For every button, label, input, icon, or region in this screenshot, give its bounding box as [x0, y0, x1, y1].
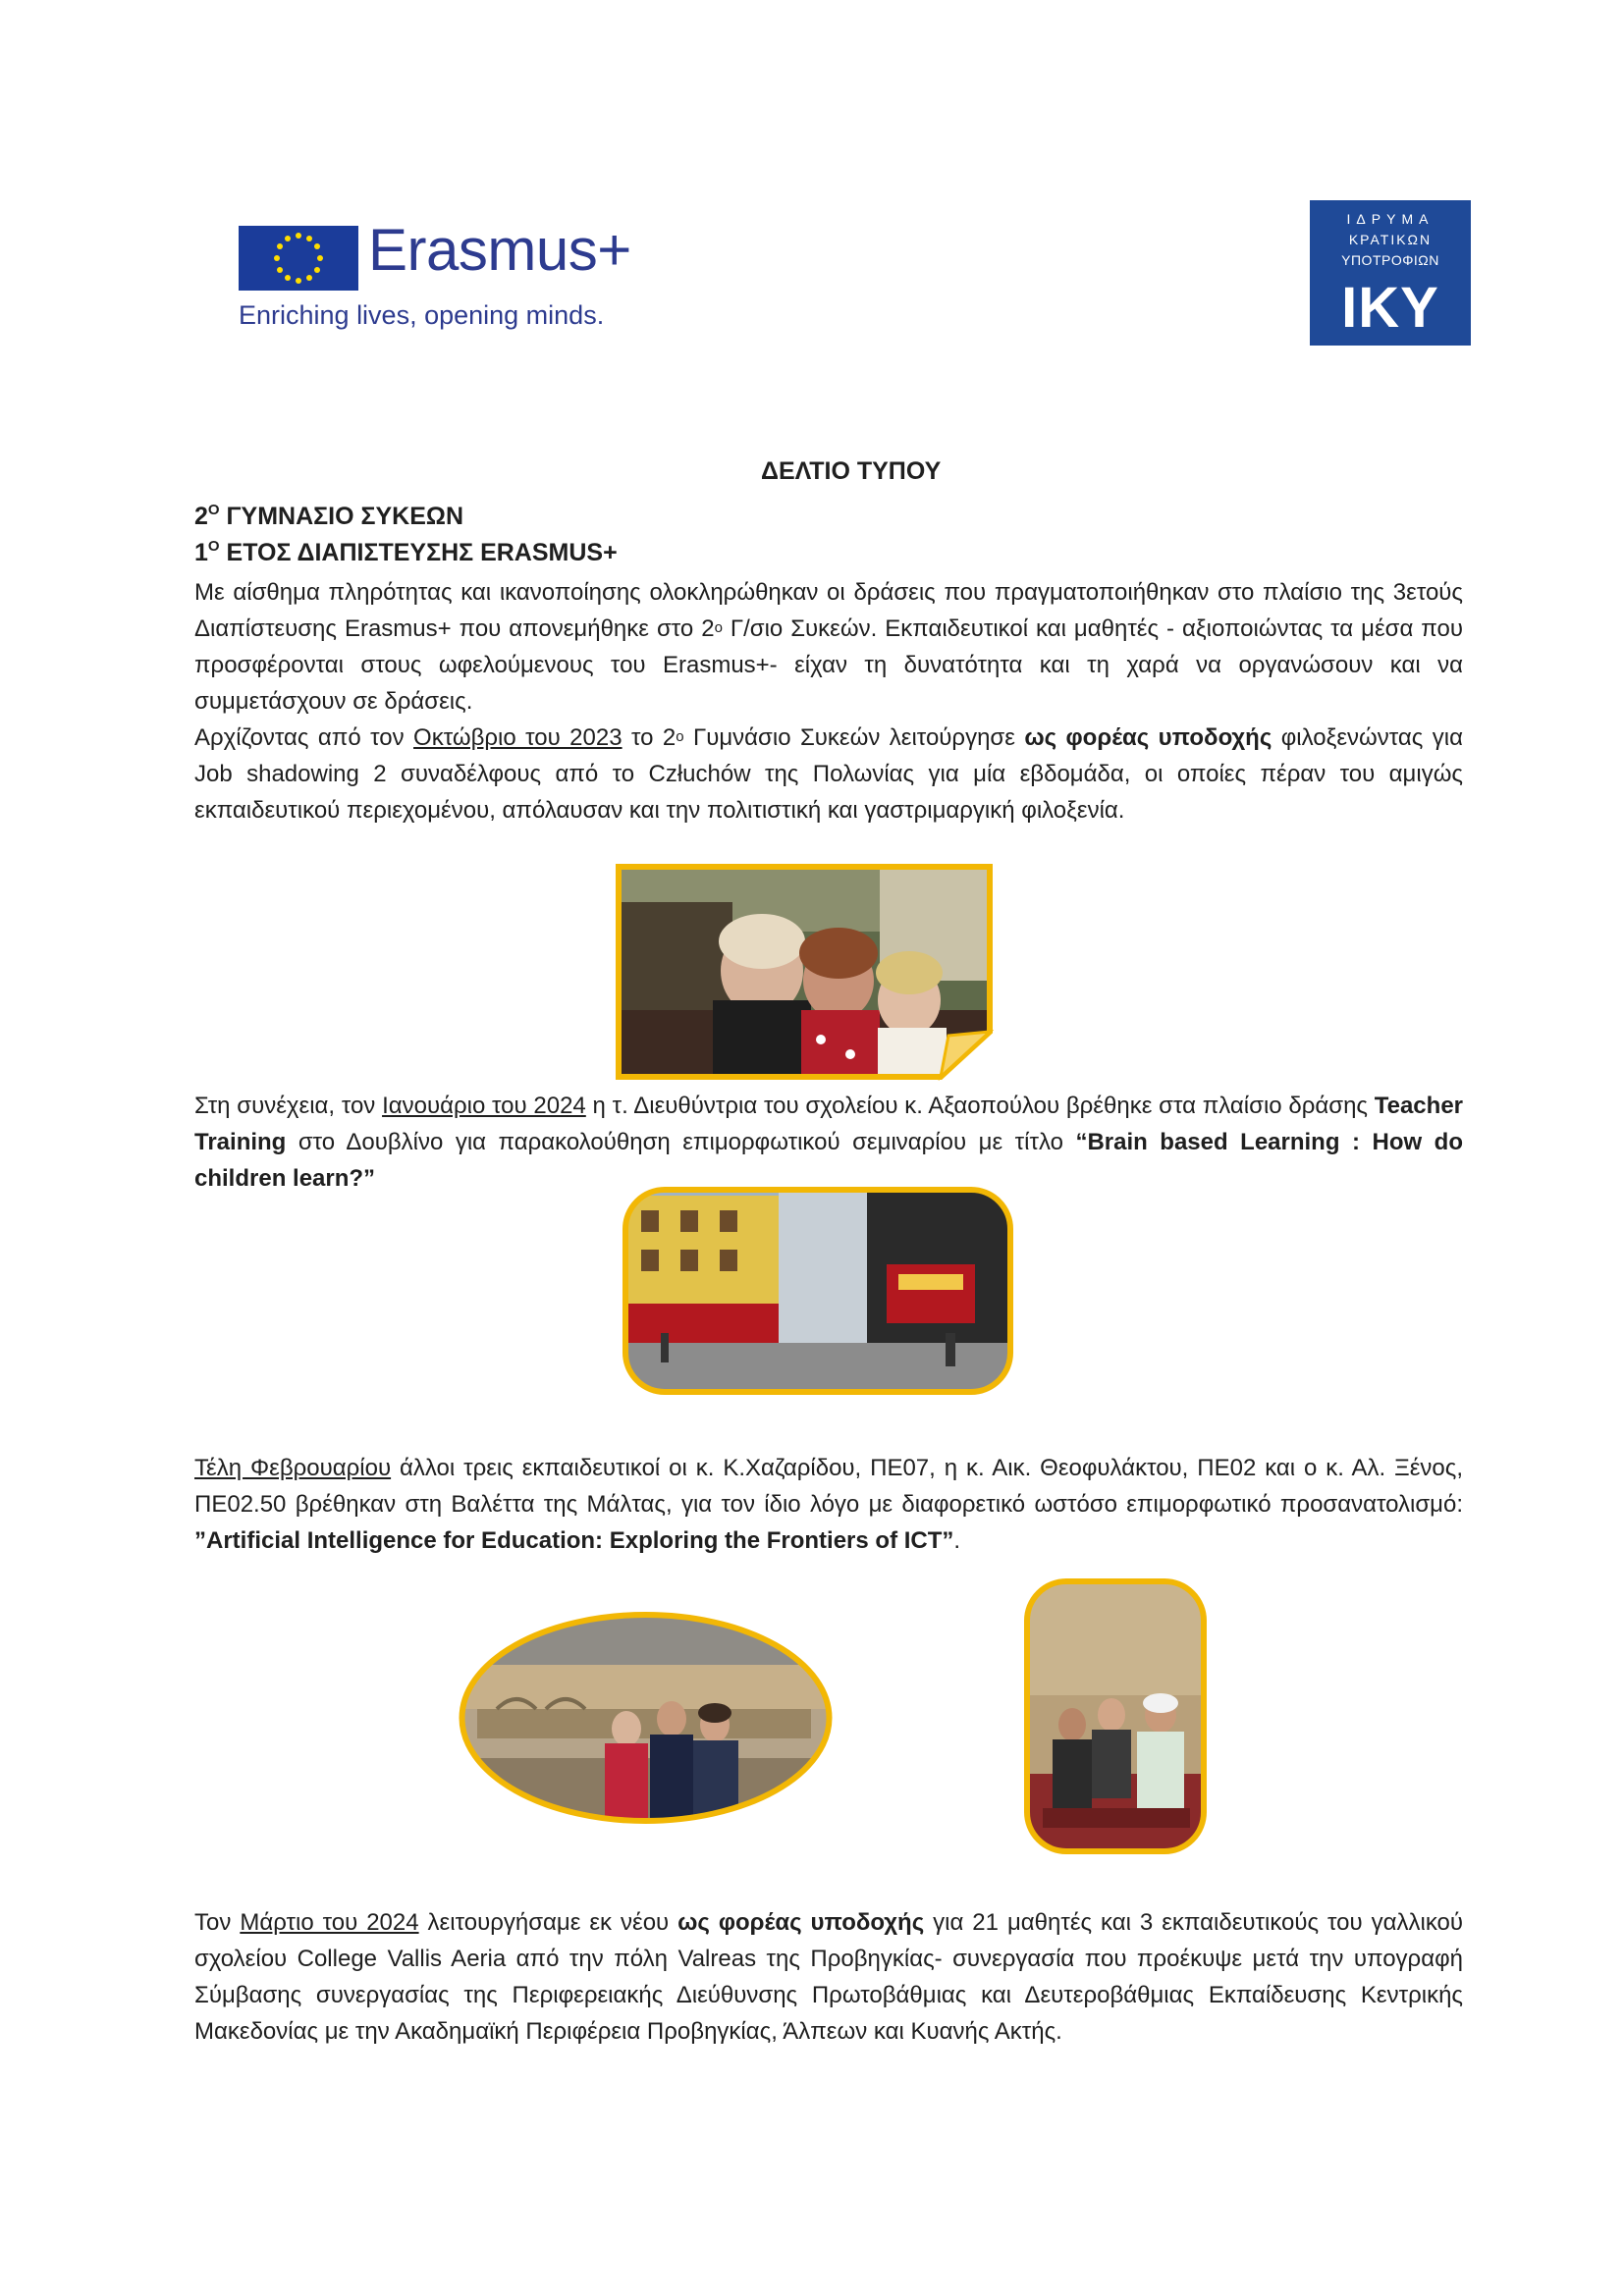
para5-date: Μάρτιο του 2024: [240, 1909, 419, 1936]
iky-line-3: ΥΠΟΤΡΟΦΙΩΝ: [1341, 252, 1439, 268]
school-heading-sup: Ο: [207, 502, 220, 518]
school-heading-num: 2: [194, 503, 208, 530]
para2-text1: Αρχίζοντας από τον: [194, 724, 414, 751]
para5-bold: ως φορέας υποδοχής: [677, 1909, 925, 1936]
para4-date: Τέλη Φεβρουαρίου: [194, 1455, 392, 1481]
iky-acronym: ΙΚΥ: [1341, 276, 1439, 340]
para1-sup: ο: [714, 619, 723, 636]
para3-bold1: Teacher Training: [194, 1093, 1464, 1155]
eu-flag-icon: [239, 226, 358, 291]
para1-text2: Γ/σιο Συκεών. Εκπαιδευτικοί και μαθητές - αξιοποιώντας τα μέσα που προσφέρονται στους ωφελούμενους του Erasmus+- είχαν τη δυνατότητα και τη χαρά να οργανώσουν και να συμμετάσχουν σε δράσεις.: [194, 615, 1463, 715]
para3-bold2: “Brain based Learning : How do children learn?”: [194, 1129, 1463, 1192]
para2-text3: Γυμνάσιο Συκεών λειτούργησε: [683, 724, 1025, 751]
school-heading: [194, 503, 463, 531]
year-heading: [194, 539, 618, 567]
march-section: [194, 1904, 1463, 2050]
para2-text2: το 2: [622, 724, 677, 751]
year-heading-rest: ΕΤΟΣ ΔΙΑΠΙΣΤΕΥΣΗΣ ERASMUS+: [219, 539, 618, 566]
erasmus-tagline: Enriching lives, opening minds.: [239, 300, 605, 330]
paragraph-october: [194, 720, 1463, 828]
para4-bold: ”Artificial Intelligence for Education: Exploring the Frontiers of ICT”: [194, 1527, 954, 1554]
photo-valletta-teachers: [458, 1611, 834, 1825]
iky-line-1: ΙΔΡΥΜΑ: [1346, 211, 1435, 227]
para2-date: Οκτώβριο του 2023: [413, 724, 623, 751]
para4-text2: .: [953, 1527, 961, 1554]
para3-text3: στο Δουβλίνο για παρακολούθηση επιμορφωτικού σεμιναρίου με τίτλο: [286, 1129, 1076, 1155]
year-heading-sup: Ο: [207, 538, 220, 555]
para4-text1: άλλοι τρεις εκπαιδευτικοί οι κ. Κ.Χαζαρίδου, ΠΕ07, η κ. Αικ. Θεοφυλάκτου, ΠΕ02 και ο κ. Αλ. Ξένος, ΠΕ02.50 βρέθηκαν στη Βαλέττα της Μάλτας, για τον ίδιο λόγο με διαφορετικό ωστόσο επιμορφωτικό προσανατολισμό:: [194, 1455, 1463, 1518]
para5-text3: για 21 μαθητές και 3 εκπαιδευτικούς του γαλλικού σχολείου College Vallis Aeria από την πόλη Valreas της Προβηγκίας- συνεργασία που προέκυψε μετά την υπογραφή Σύμβασης συνεργασίας της Περιφερειακής Διεύθυνσης Πρωτοβάθμιας και Δευτεροβάθμιας Εκπαίδευσης Κεντρικής Μακεδονίας με την Ακαδημαϊκή Περιφέρεια Προβηγκίας, Άλπεων και Κυανής Ακτής.: [194, 1909, 1463, 2045]
para3-date: Ιανουάριο του 2024: [382, 1093, 586, 1119]
para2-text4: φιλοξενώντας για Job shadowing 2 συναδέλφους από το Człuchów της Πολωνίας για μία εβδομάδα, οι οποίες πέραν του αμιγώς εκπαιδευτικού περιεχομένου, απόλαυσαν και την πολιτιστική και γαστριμαργική φιλοξενία.: [194, 724, 1463, 824]
photo-cafe-colleagues: [615, 863, 994, 1081]
intro-section: [194, 574, 1463, 828]
erasmus-plus-logo: [239, 217, 636, 340]
para3-text1: Στη συνέχεια, τον: [194, 1093, 383, 1119]
year-heading-num: 1: [194, 539, 208, 566]
para5-text2: λειτουργήσαμε εκ νέου: [418, 1909, 678, 1936]
para5-text1: Τον: [194, 1909, 241, 1936]
photo-training-room: [1023, 1577, 1208, 1855]
paragraph-intro: [194, 574, 1463, 720]
para2-bold: ως φορέας υποδοχής: [1024, 724, 1272, 751]
paragraph-february: [194, 1450, 1463, 1559]
dublin-section: [194, 1088, 1463, 1197]
para3-text2: η τ. Διευθύντρια του σχολείου κ. Αξαοπούλου βρέθηκε στα πλαίσιο δράσης: [585, 1093, 1375, 1119]
para2-sup: ο: [676, 728, 684, 745]
document-title: ΔΕΛΤΙΟ ΤΥΠΟΥ: [761, 457, 942, 485]
erasmus-wordmark: Erasmus+: [368, 217, 631, 283]
iky-logo: [1310, 200, 1471, 346]
paragraph-january: [194, 1088, 1463, 1197]
iky-line-2: ΚΡΑΤΙΚΩΝ: [1348, 232, 1433, 247]
paragraph-march: [194, 1904, 1463, 2050]
school-heading-rest: ΓΥΜΝΑΣΙΟ ΣΥΚΕΩΝ: [219, 503, 464, 530]
para1-text: Με αίσθημα πληρότητας και ικανοποίησης ολοκληρώθηκαν οι δράσεις που πραγματοποιήθηκαν στο πλαίσιο της 3ετούς Διαπίστευσης Erasmus+ που απονεμήθηκε στο 2: [194, 579, 1463, 642]
malta-section: [194, 1450, 1463, 1559]
photo-dublin-street: [622, 1186, 1014, 1396]
